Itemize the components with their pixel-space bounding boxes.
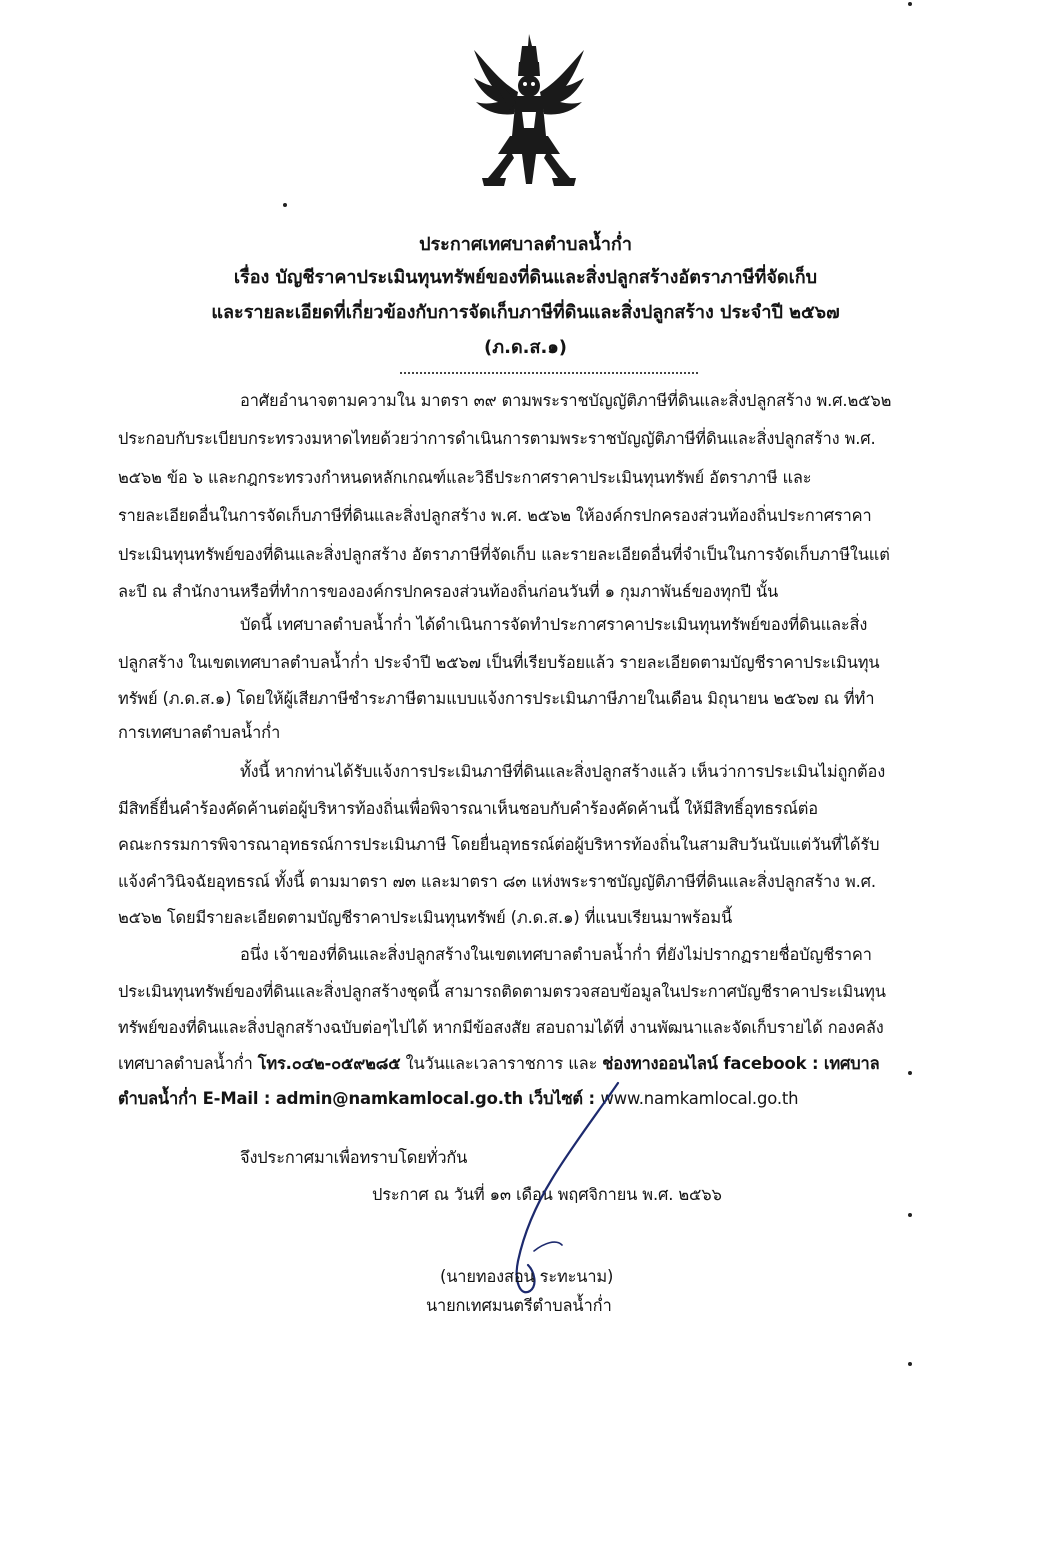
body-line: มีสิทธิ์ยื่นคำร้องคัดค้านต่อผู้บริหารท้องถิ่นเพื่อพิจารณาเห็นชอบกับคำร้องคัดค้านนี้ ให้มีสิทธิ์อุทธรณ์ต่อ [118, 799, 818, 818]
subject-line-2: และรายละเอียดที่เกี่ยวข้องกับการจัดเก็บภาษีที่ดินและสิ่งปลูกสร้าง ประจำปี ๒๕๖๗ [211, 302, 840, 323]
scan-speck [908, 1071, 912, 1075]
garuda-emblem-icon [470, 32, 588, 190]
dotted-divider [400, 372, 698, 374]
body-line: ๒๕๖๒ ข้อ ๖ และกฎกระทรวงกำหนดหลักเกณฑ์และวิธีประกาศราคาประเมินทุนทรัพย์ อัตราภาษี และ [118, 468, 812, 487]
scan-speck [908, 1362, 912, 1366]
email-address: ตำบลน้ำก่ำ E-Mail : admin@namkamlocal.go.th [118, 1089, 524, 1108]
announcement-date: ประกาศ ณ วันที่ ๑๓ เดือน พฤศจิกายน พ.ศ. ๒๕๖๖ [372, 1185, 722, 1204]
body-line: รายละเอียดอื่นในการจัดเก็บภาษีที่ดินและสิ่งปลูกสร้าง พ.ศ. ๒๕๖๒ ให้องค์กรปกครองส่วนท้องถิ่นประกาศราคา [118, 506, 872, 525]
announcement-title: ประกาศเทศบาลตำบลน้ำก่ำ [419, 234, 632, 255]
contact-line [118, 1084, 798, 1114]
body-line: อาศัยอำนาจตามความใน มาตรา ๓๙ ตามพระราชบัญญัติภาษีที่ดินและสิ่งปลูกสร้าง พ.ศ.๒๕๖๒ [240, 391, 892, 410]
signatory-name: (นายทองสอน ระทะนาม) [440, 1267, 614, 1286]
contact-middle: ในวันและเวลาราชการ และ [400, 1054, 603, 1073]
body-line: ทั้งนี้ หากท่านได้รับแจ้งการประเมินภาษีที่ดินและสิ่งปลูกสร้างแล้ว เห็นว่าการประเมินไม่ถูกต้อง [240, 762, 886, 781]
signatory-position: นายกเทศมนตรีตำบลน้ำก่ำ [426, 1296, 612, 1315]
subject-line-1: เรื่อง บัญชีราคาประเมินทุนทรัพย์ของที่ดินและสิ่งปลูกสร้างอัตราภาษีที่จัดเก็บ [233, 267, 818, 288]
website-url: www.namkamlocal.go.th [600, 1089, 799, 1108]
scan-speck [908, 1213, 912, 1217]
body-line: ละปี ณ สำนักงานหรือที่ทำการขององค์กรปกครองส่วนท้องถิ่นก่อนวันที่ ๑ กุมภาพันธ์ของทุกปี นั้น [118, 582, 779, 601]
phone-number: โทร.๐๔๒-๐๕๙๒๘๕ [257, 1054, 401, 1073]
contact-line [118, 1049, 879, 1079]
body-line: ทรัพย์ (ภ.ด.ส.๑) โดยให้ผู้เสียภาษีชำระภาษีตามแบบแจ้งการประเมินภาษีภายในเดือน มิถุนายน ๒๕๖๗ ณ ที่ทำ [118, 689, 875, 708]
online-channel: ช่องทางออนไลน์ facebook : เทศบาล [602, 1054, 880, 1073]
body-line: ๒๕๖๒ โดยมีรายละเอียดตามบัญชีราคาประเมินทุนทรัพย์ (ภ.ด.ส.๑) ที่แนบเรียนมาพร้อมนี้ [118, 908, 733, 927]
scan-speck [908, 2, 912, 6]
body-line: ทรัพย์ของที่ดินและสิ่งปลูกสร้างฉบับต่อๆไปได้ หากมีข้อสงสัย สอบถามได้ที่ งานพัฒนาและจัดเก็บรายได้ กองคลัง [118, 1018, 884, 1037]
body-line: ประเมินทุนทรัพย์ของที่ดินและสิ่งปลูกสร้างชุดนี้ สามารถติดตามตรวจสอบข้อมูลในประกาศบัญชีราคาประเมินทุน [118, 982, 886, 1001]
contact-prefix: เทศบาลตำบลน้ำก่ำ [118, 1054, 258, 1073]
closing-announce: จึงประกาศมาเพื่อทราบโดยทั่วกัน [240, 1148, 468, 1167]
body-line: ประเมินทุนทรัพย์ของที่ดินและสิ่งปลูกสร้าง อัตราภาษีที่จัดเก็บ และรายละเอียดอื่นที่จำเป็นในการจัดเก็บภาษีในแต่ [118, 545, 890, 564]
body-line: แจ้งคำวินิจฉัยอุทธรณ์ ทั้งนี้ ตามมาตรา ๗๓ และมาตรา ๘๓ แห่งพระราชบัญญัติภาษีที่ดินและสิ่งปลูกสร้าง พ.ศ. [118, 872, 876, 891]
body-line: อนึ่ง เจ้าของที่ดินและสิ่งปลูกสร้างในเขตเทศบาลตำบลน้ำก่ำ ที่ยังไม่ปรากฏรายชื่อบัญชีราคา [240, 945, 872, 964]
scan-speck [283, 203, 287, 207]
body-line: ประกอบกับระเบียบกระทรวงมหาดไทยด้วยว่าการดำเนินการตามพระราชบัญญัติภาษีที่ดินและสิ่งปลูกสร้าง พ.ศ. [118, 429, 876, 448]
website-label: เว็บไซต์ : [523, 1089, 601, 1108]
body-line: การเทศบาลตำบลน้ำก่ำ [118, 723, 281, 742]
body-line: บัดนี้ เทศบาลตำบลน้ำก่ำ ได้ดำเนินการจัดทำประกาศราคาประเมินทุนทรัพย์ของที่ดินและสิ่ง [240, 615, 868, 634]
form-code: (ภ.ด.ส.๑) [484, 337, 567, 358]
body-line: คณะกรรมการพิจารณาอุทธรณ์การประเมินภาษี โดยยื่นอุทธรณ์ต่อผู้บริหารท้องถิ่นในสามสิบวันนับแต่วันที่ได้รับ [118, 835, 880, 854]
body-line: ปลูกสร้าง ในเขตเทศบาลตำบลน้ำก่ำ ประจำปี ๒๕๖๗ เป็นที่เรียบร้อยแล้ว รายละเอียดตามบัญชีราคาประเมินทุน [118, 653, 880, 672]
